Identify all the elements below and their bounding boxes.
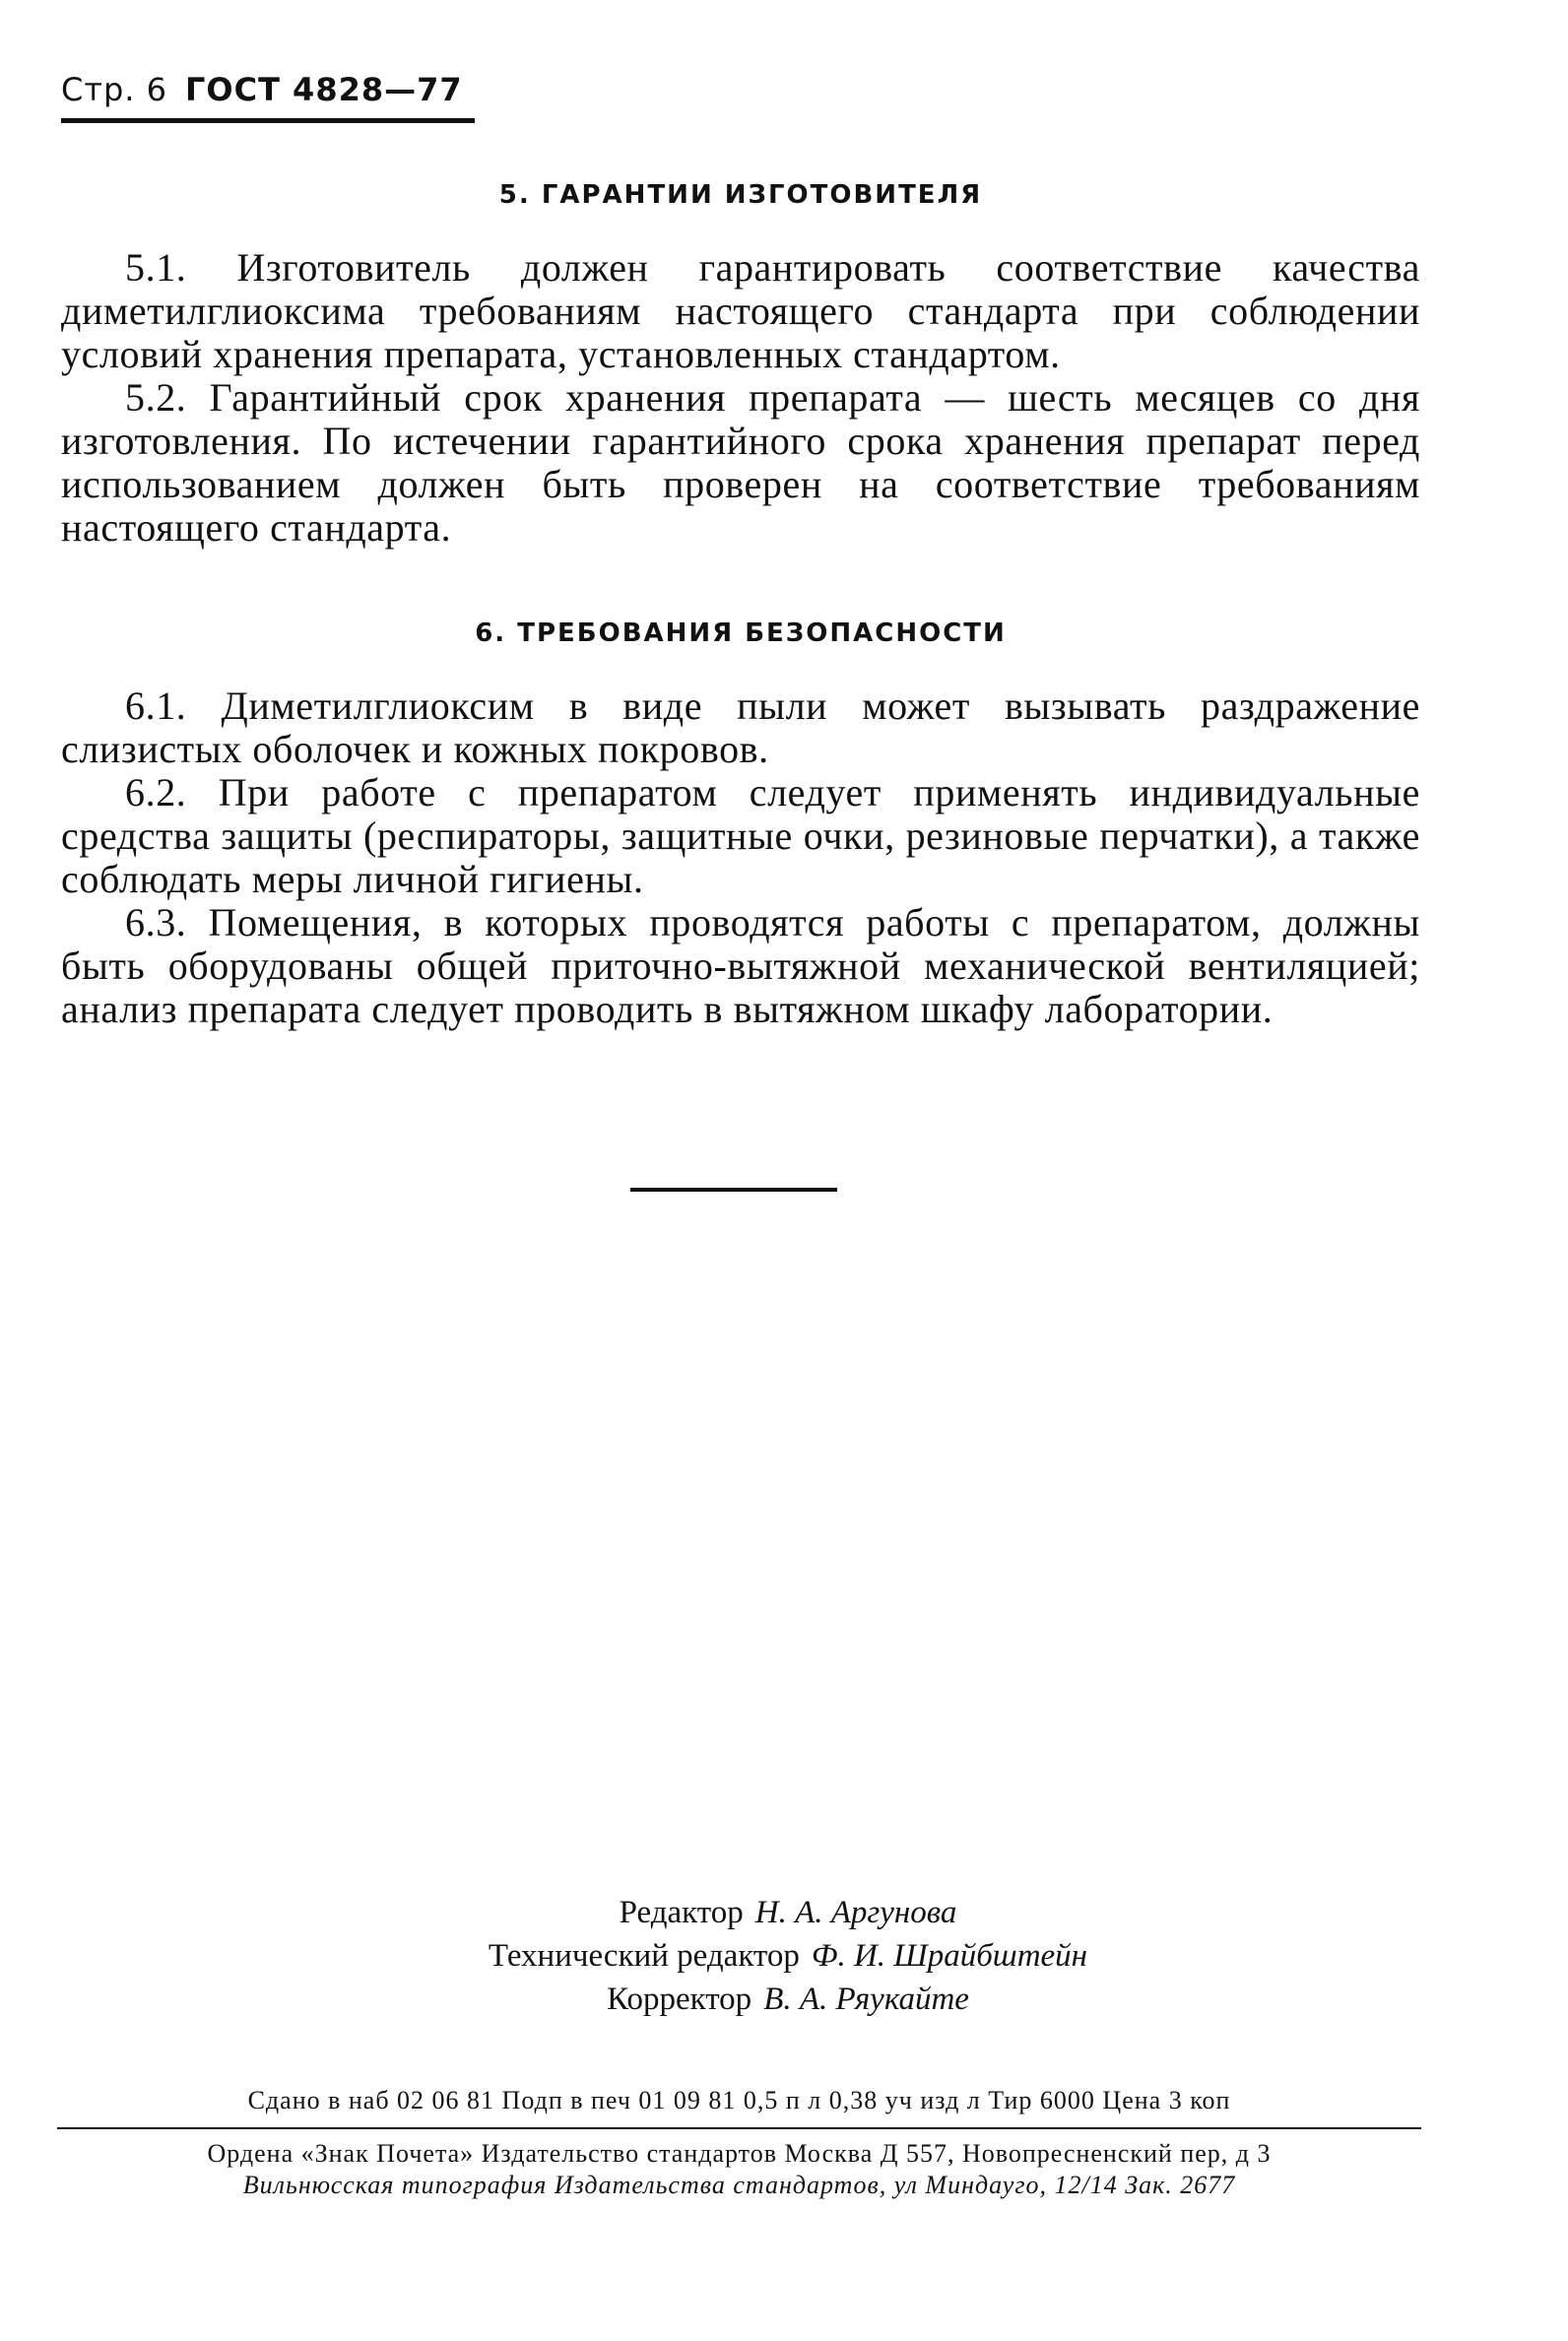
credit-name: Ф. И. Шрайбштейн: [811, 1938, 1088, 1974]
page-header: [61, 71, 475, 123]
standard-number: ГОСТ 4828—77: [185, 71, 463, 108]
credit-name: В. А. Ряукайте: [763, 1982, 969, 2017]
paragraph-6-2: 6.2. При работе с препаратом следует применять индивидуальные средства защиты (респираторы, защитные очки, резиновые перчатки), а также соблюдать меры личной гигиены.: [61, 770, 1420, 901]
imprint-line-2: Ордена «Знак Почета» Издательство стандартов Москва Д 557, Новопресненский пер, д 3: [207, 2139, 1272, 2168]
credit-name: Н. А. Аргунова: [754, 1895, 957, 1930]
credit-role: Редактор: [619, 1895, 744, 1930]
end-divider: [630, 1188, 837, 1192]
paragraph-6-1: 6.1. Диметилглиоксим в виде пыли может вызывать раздражение слизистых оболочек и кожных покровов.: [61, 683, 1420, 771]
header-text: [61, 71, 475, 108]
credit-editor: [295, 1891, 1280, 1934]
credit-proofreader: [295, 1978, 1280, 2021]
section-title-5: 5. ГАРАНТИИ ИЗГОТОВИТЕЛЯ: [498, 180, 983, 210]
paragraph-5-1: 5.1. Изготовитель должен гарантировать соответствие качества диметилглиоксима требованиям настоящего стандарта при соблюдении условий хранения препарата, установленных стандартом.: [61, 245, 1420, 376]
page-label: Стр. 6: [61, 71, 167, 108]
credit-role: Технический редактор: [488, 1938, 800, 1974]
imprint-line-3: Вильнюсская типография Издательства стандартов, ул Миндауго, 12/14 Зак. 2677: [242, 2171, 1236, 2199]
paragraph-5-2: 5.2. Гарантийный срок хранения препарата — шесть месяцев со дня изготовления. По истечении гарантийного срока хранения препарат перед использованием должен быть проверен на соответствие требованиям настоящего стандарта.: [61, 375, 1420, 550]
credits-block: [295, 1891, 1280, 2021]
imprint-rule: [57, 2127, 1421, 2129]
credit-tech-editor: [295, 1934, 1280, 1978]
header-rule: [61, 118, 475, 123]
paragraph-6-3: 6.3. Помещения, в которых проводятся работы с препаратом, должны быть оборудованы общей приточно-вытяжной механической вентиляцией; анализ препарата следует проводить в вытяжном шкафу лаборатории.: [61, 900, 1420, 1031]
imprint-line-1: Сдано в наб 02 06 81 Подп в печ 01 09 81 0,5 п л 0,38 уч изд л Тир 6000 Цена 3 коп: [247, 2086, 1231, 2114]
section-title-6: 6. ТРЕБОВАНИЯ БЕЗОПАСНОСТИ: [475, 618, 1007, 648]
credit-role: Корректор: [607, 1982, 752, 2017]
